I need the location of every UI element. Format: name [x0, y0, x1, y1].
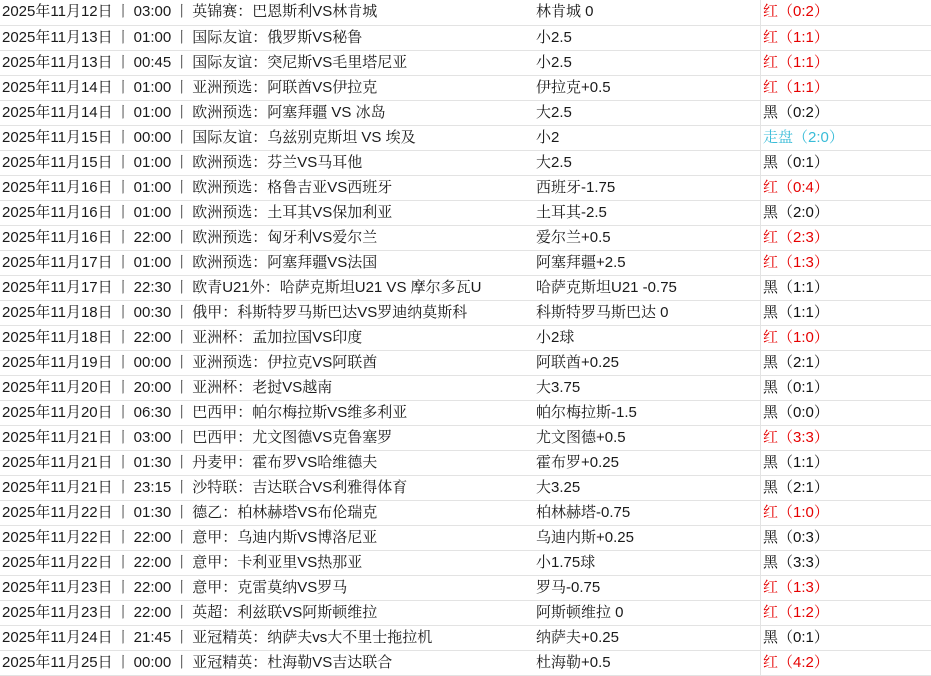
result-cell	[761, 275, 931, 300]
field-separator: 丨	[113, 379, 134, 396]
match-date: 2025年11月20日	[2, 404, 113, 421]
league-name: 欧洲预选：	[192, 104, 267, 121]
match-info-cell	[0, 100, 534, 125]
pick-cell: 爱尔兰+0.5	[534, 225, 761, 250]
pick-cell: 小1.75球	[534, 550, 761, 575]
league-name: 巴西甲：	[192, 429, 252, 446]
field-separator: 丨	[171, 379, 192, 396]
result-badge: 红（1:0）	[763, 504, 829, 521]
match-info-cell	[0, 325, 534, 350]
match-teams: 尤文图德VS克鲁塞罗	[252, 429, 392, 446]
match-date: 2025年11月24日	[2, 629, 113, 646]
table-row[interactable]	[0, 475, 931, 500]
match-info-cell	[0, 450, 534, 475]
league-name: 国际友谊：	[192, 129, 267, 146]
field-separator: 丨	[113, 504, 134, 521]
table-row[interactable]	[0, 425, 931, 450]
match-teams: 杜海勒VS吉达联合	[267, 654, 392, 671]
league-name: 亚冠精英：	[192, 629, 267, 646]
match-date: 2025年11月25日	[2, 654, 113, 671]
field-separator: 丨	[113, 129, 134, 146]
result-cell	[761, 425, 931, 450]
league-name: 国际友谊：	[192, 29, 267, 46]
league-name: 亚洲预选：	[192, 79, 267, 96]
match-time: 00:30	[134, 304, 172, 321]
match-date: 2025年11月14日	[2, 104, 113, 121]
league-name: 国际友谊：	[192, 54, 267, 71]
result-cell	[761, 475, 931, 500]
result-badge: 黑（0:1）	[763, 379, 829, 396]
league-name: 德乙：	[192, 504, 237, 521]
match-info-cell	[0, 200, 534, 225]
league-name: 亚洲预选：	[192, 354, 267, 371]
league-name: 亚洲杯：	[192, 329, 252, 346]
result-cell	[761, 300, 931, 325]
pick-cell: 大2.5	[534, 100, 761, 125]
match-date: 2025年11月22日	[2, 504, 113, 521]
field-separator: 丨	[171, 179, 192, 196]
pick-cell: 土耳其-2.5	[534, 200, 761, 225]
match-date: 2025年11月21日	[2, 454, 113, 471]
field-separator: 丨	[171, 154, 192, 171]
result-badge: 红（1:1）	[763, 29, 829, 46]
result-badge: 黑（2:1）	[763, 354, 829, 371]
match-time: 01:00	[134, 29, 172, 46]
match-info-cell	[0, 225, 534, 250]
match-time: 03:00	[134, 429, 172, 446]
match-date: 2025年11月22日	[2, 529, 113, 546]
result-badge: 红（0:2）	[763, 3, 829, 20]
field-separator: 丨	[113, 354, 134, 371]
match-time: 00:00	[134, 354, 172, 371]
pick-cell: 伊拉克+0.5	[534, 75, 761, 100]
result-badge: 红（0:4）	[763, 179, 829, 196]
match-teams: 老挝VS越南	[252, 379, 332, 396]
league-name: 欧洲预选：	[192, 204, 267, 221]
match-teams: 阿联酋VS伊拉克	[267, 79, 377, 96]
table-row[interactable]	[0, 0, 931, 25]
match-time: 00:00	[134, 129, 172, 146]
field-separator: 丨	[171, 279, 192, 296]
match-teams: 帕尔梅拉斯VS维多利亚	[252, 404, 407, 421]
match-date: 2025年11月18日	[2, 329, 113, 346]
match-date: 2025年11月13日	[2, 54, 113, 71]
field-separator: 丨	[171, 54, 192, 71]
field-separator: 丨	[113, 254, 134, 271]
match-teams: 土耳其VS保加利亚	[267, 204, 392, 221]
result-badge: 黑（0:2）	[763, 104, 829, 121]
match-date: 2025年11月21日	[2, 429, 113, 446]
result-badge: 红（3:3）	[763, 429, 829, 446]
table-row[interactable]	[0, 75, 931, 100]
pick-cell: 阿塞拜疆+2.5	[534, 250, 761, 275]
pick-cell: 杜海勒+0.5	[534, 650, 761, 675]
result-cell	[761, 125, 931, 150]
result-badge: 黑（0:3）	[763, 529, 829, 546]
league-name: 英锦赛：	[192, 3, 252, 20]
match-info-cell	[0, 350, 534, 375]
result-badge: 红（2:3）	[763, 229, 829, 246]
match-time: 00:45	[134, 54, 172, 71]
field-separator: 丨	[113, 179, 134, 196]
table-row[interactable]	[0, 175, 931, 200]
match-date: 2025年11月17日	[2, 254, 113, 271]
field-separator: 丨	[171, 404, 192, 421]
result-cell	[761, 50, 931, 75]
pick-cell: 帕尔梅拉斯-1.5	[534, 400, 761, 425]
table-row[interactable]	[0, 400, 931, 425]
match-teams: 哈萨克斯坦U21 VS 摩尔多瓦U	[280, 279, 482, 296]
result-cell	[761, 325, 931, 350]
match-date: 2025年11月12日	[2, 3, 113, 20]
match-time: 22:00	[134, 579, 172, 596]
match-time: 01:30	[134, 454, 172, 471]
field-separator: 丨	[171, 454, 192, 471]
field-separator: 丨	[171, 579, 192, 596]
field-separator: 丨	[171, 354, 192, 371]
pick-cell: 尤文图德+0.5	[534, 425, 761, 450]
result-badge: 走盘（2:0）	[763, 129, 844, 146]
result-badge: 黑（3:3）	[763, 554, 829, 571]
match-info-cell	[0, 375, 534, 400]
pick-cell: 大2.5	[534, 150, 761, 175]
match-teams: 霍布罗VS哈维德夫	[252, 454, 377, 471]
match-date: 2025年11月18日	[2, 304, 113, 321]
field-separator: 丨	[113, 79, 134, 96]
match-teams: 阿塞拜疆VS法国	[267, 254, 377, 271]
field-separator: 丨	[171, 629, 192, 646]
match-info-cell	[0, 175, 534, 200]
result-cell	[761, 250, 931, 275]
match-info-cell	[0, 650, 534, 675]
match-time: 21:45	[134, 629, 172, 646]
league-name: 欧青U21外：	[192, 279, 280, 296]
match-teams: 柏林赫塔VS布伦瑞克	[237, 504, 377, 521]
result-badge: 黑（0:1）	[763, 154, 829, 171]
result-cell	[761, 575, 931, 600]
match-info-cell	[0, 425, 534, 450]
league-name: 丹麦甲：	[192, 454, 252, 471]
result-cell	[761, 450, 931, 475]
field-separator: 丨	[113, 54, 134, 71]
match-teams: 纳萨夫vs大不里士拖拉机	[267, 629, 432, 646]
match-info-cell	[0, 25, 534, 50]
field-separator: 丨	[113, 579, 134, 596]
pick-cell: 霍布罗+0.25	[534, 450, 761, 475]
match-date: 2025年11月23日	[2, 579, 113, 596]
match-date: 2025年11月23日	[2, 604, 113, 621]
field-separator: 丨	[113, 29, 134, 46]
league-name: 意甲：	[192, 554, 237, 571]
match-date: 2025年11月16日	[2, 229, 113, 246]
match-teams: 匈牙利VS爱尔兰	[267, 229, 377, 246]
field-separator: 丨	[171, 304, 192, 321]
league-name: 亚冠精英：	[192, 654, 267, 671]
field-separator: 丨	[171, 604, 192, 621]
pick-cell: 阿斯顿维拉 0	[534, 600, 761, 625]
field-separator: 丨	[171, 329, 192, 346]
table-row[interactable]	[0, 225, 931, 250]
table-row[interactable]	[0, 300, 931, 325]
match-date: 2025年11月16日	[2, 179, 113, 196]
league-name: 亚洲杯：	[192, 379, 252, 396]
pick-cell: 罗马-0.75	[534, 575, 761, 600]
match-teams: 卡利亚里VS热那亚	[237, 554, 362, 571]
pick-cell: 哈萨克斯坦U21 -0.75	[534, 275, 761, 300]
match-teams: 阿塞拜疆 VS 冰岛	[267, 104, 385, 121]
match-info-cell	[0, 0, 534, 25]
result-badge: 红（1:3）	[763, 254, 829, 271]
match-info-cell	[0, 125, 534, 150]
result-badge: 红（1:1）	[763, 54, 829, 71]
match-time: 20:00	[134, 379, 172, 396]
match-teams: 芬兰VS马耳他	[267, 154, 362, 171]
result-cell	[761, 600, 931, 625]
match-date: 2025年11月14日	[2, 79, 113, 96]
match-time: 01:00	[134, 104, 172, 121]
field-separator: 丨	[171, 429, 192, 446]
result-cell	[761, 150, 931, 175]
table-row[interactable]	[0, 575, 931, 600]
match-teams: 孟加拉国VS印度	[252, 329, 362, 346]
match-date: 2025年11月22日	[2, 554, 113, 571]
field-separator: 丨	[113, 429, 134, 446]
match-time: 01:00	[134, 254, 172, 271]
league-name: 欧洲预选：	[192, 179, 267, 196]
result-badge: 黑（0:1）	[763, 629, 829, 646]
pick-cell: 阿联酋+0.25	[534, 350, 761, 375]
pick-cell: 纳萨夫+0.25	[534, 625, 761, 650]
field-separator: 丨	[171, 529, 192, 546]
match-info-cell	[0, 550, 534, 575]
table-row[interactable]	[0, 250, 931, 275]
league-name: 巴西甲：	[192, 404, 252, 421]
result-cell	[761, 625, 931, 650]
match-date: 2025年11月20日	[2, 379, 113, 396]
pick-cell: 小2.5	[534, 50, 761, 75]
result-badge: 黑（2:1）	[763, 479, 829, 496]
field-separator: 丨	[113, 529, 134, 546]
match-teams: 克雷莫纳VS罗马	[237, 579, 347, 596]
match-teams: 俄罗斯VS秘鲁	[267, 29, 362, 46]
pick-cell: 科斯特罗马斯巴达 0	[534, 300, 761, 325]
match-time: 23:15	[134, 479, 172, 496]
match-info-cell	[0, 475, 534, 500]
match-teams: 科斯特罗马斯巴达VS罗迪纳莫斯科	[237, 304, 467, 321]
match-time: 01:00	[134, 179, 172, 196]
match-time: 22:30	[134, 279, 172, 296]
field-separator: 丨	[113, 404, 134, 421]
field-separator: 丨	[113, 154, 134, 171]
field-separator: 丨	[113, 3, 134, 20]
match-time: 03:00	[134, 3, 172, 20]
field-separator: 丨	[171, 3, 192, 20]
match-time: 22:00	[134, 529, 172, 546]
table-row[interactable]	[0, 550, 931, 575]
table-row[interactable]	[0, 525, 931, 550]
result-cell	[761, 200, 931, 225]
table-row[interactable]	[0, 625, 931, 650]
match-info-cell	[0, 150, 534, 175]
match-time: 01:00	[134, 204, 172, 221]
result-badge: 红（1:1）	[763, 79, 829, 96]
result-badge: 红（4:2）	[763, 654, 829, 671]
league-name: 欧洲预选：	[192, 229, 267, 246]
field-separator: 丨	[113, 479, 134, 496]
pick-cell: 林肯城 0	[534, 0, 761, 25]
field-separator: 丨	[113, 454, 134, 471]
pick-cell: 乌迪内斯+0.25	[534, 525, 761, 550]
match-info-cell	[0, 500, 534, 525]
field-separator: 丨	[171, 479, 192, 496]
field-separator: 丨	[113, 104, 134, 121]
result-badge: 黑（1:1）	[763, 304, 829, 321]
result-cell	[761, 500, 931, 525]
match-teams: 乌兹别克斯坦 VS 埃及	[267, 129, 415, 146]
field-separator: 丨	[113, 329, 134, 346]
pick-cell: 柏林赫塔-0.75	[534, 500, 761, 525]
table-row[interactable]	[0, 600, 931, 625]
pick-cell: 小2.5	[534, 25, 761, 50]
result-cell	[761, 25, 931, 50]
field-separator: 丨	[113, 554, 134, 571]
match-time: 22:00	[134, 229, 172, 246]
result-cell	[761, 525, 931, 550]
table-row[interactable]	[0, 25, 931, 50]
league-name: 欧洲预选：	[192, 254, 267, 271]
field-separator: 丨	[113, 279, 134, 296]
result-cell	[761, 100, 931, 125]
match-info-cell	[0, 275, 534, 300]
match-teams: 伊拉克VS阿联酋	[267, 354, 377, 371]
table-row[interactable]	[0, 325, 931, 350]
field-separator: 丨	[171, 79, 192, 96]
match-date: 2025年11月16日	[2, 204, 113, 221]
match-info-cell	[0, 575, 534, 600]
match-teams: 格鲁吉亚VS西班牙	[267, 179, 392, 196]
league-name: 俄甲：	[192, 304, 237, 321]
result-badge: 黑（2:0）	[763, 204, 829, 221]
result-badge: 黑（0:0）	[763, 404, 829, 421]
match-time: 00:00	[134, 654, 172, 671]
match-date: 2025年11月19日	[2, 354, 113, 371]
match-time: 01:00	[134, 154, 172, 171]
match-info-cell	[0, 625, 534, 650]
field-separator: 丨	[171, 504, 192, 521]
field-separator: 丨	[113, 204, 134, 221]
match-info-cell	[0, 250, 534, 275]
table-row[interactable]	[0, 50, 931, 75]
match-date: 2025年11月15日	[2, 154, 113, 171]
result-cell	[761, 350, 931, 375]
match-teams: 巴恩斯利VS林肯城	[252, 3, 377, 20]
result-cell	[761, 175, 931, 200]
match-date: 2025年11月17日	[2, 279, 113, 296]
match-time: 01:30	[134, 504, 172, 521]
result-cell	[761, 225, 931, 250]
field-separator: 丨	[171, 104, 192, 121]
table-row[interactable]	[0, 450, 931, 475]
field-separator: 丨	[113, 629, 134, 646]
table-row[interactable]	[0, 275, 931, 300]
pick-cell: 大3.25	[534, 475, 761, 500]
field-separator: 丨	[171, 129, 192, 146]
table-row[interactable]	[0, 350, 931, 375]
table-row[interactable]	[0, 150, 931, 175]
match-time: 06:30	[134, 404, 172, 421]
field-separator: 丨	[171, 554, 192, 571]
match-date: 2025年11月15日	[2, 129, 113, 146]
table-row[interactable]	[0, 650, 931, 675]
field-separator: 丨	[171, 229, 192, 246]
table-row[interactable]	[0, 375, 931, 400]
result-badge: 红（1:3）	[763, 579, 829, 596]
result-badge: 红（1:0）	[763, 329, 829, 346]
field-separator: 丨	[113, 229, 134, 246]
result-cell	[761, 0, 931, 25]
field-separator: 丨	[113, 654, 134, 671]
match-time: 22:00	[134, 329, 172, 346]
match-time: 22:00	[134, 554, 172, 571]
result-badge: 黑（1:1）	[763, 279, 829, 296]
pick-cell: 小2	[534, 125, 761, 150]
result-cell	[761, 400, 931, 425]
result-cell	[761, 75, 931, 100]
match-date: 2025年11月13日	[2, 29, 113, 46]
match-teams: 利兹联VS阿斯顿维拉	[237, 604, 377, 621]
result-badge: 黑（1:1）	[763, 454, 829, 471]
table-row[interactable]	[0, 125, 931, 150]
match-info-cell	[0, 600, 534, 625]
result-cell	[761, 375, 931, 400]
league-name: 意甲：	[192, 529, 237, 546]
result-cell	[761, 650, 931, 675]
field-separator: 丨	[171, 654, 192, 671]
field-separator: 丨	[171, 254, 192, 271]
pick-cell: 小2球	[534, 325, 761, 350]
league-name: 英超：	[192, 604, 237, 621]
table-row[interactable]	[0, 500, 931, 525]
match-info-cell	[0, 50, 534, 75]
table-row[interactable]	[0, 200, 931, 225]
pick-cell: 大3.75	[534, 375, 761, 400]
match-info-cell	[0, 400, 534, 425]
pick-cell: 西班牙-1.75	[534, 175, 761, 200]
field-separator: 丨	[113, 304, 134, 321]
league-name: 意甲：	[192, 579, 237, 596]
league-name: 欧洲预选：	[192, 154, 267, 171]
match-time: 01:00	[134, 79, 172, 96]
table-row[interactable]	[0, 100, 931, 125]
match-date: 2025年11月21日	[2, 479, 113, 496]
match-info-cell	[0, 75, 534, 100]
match-time: 22:00	[134, 604, 172, 621]
match-teams: 乌迪内斯VS博洛尼亚	[237, 529, 377, 546]
field-separator: 丨	[171, 29, 192, 46]
match-info-cell	[0, 300, 534, 325]
match-teams: 吉达联合VS利雅得体育	[252, 479, 407, 496]
field-separator: 丨	[171, 204, 192, 221]
match-info-cell	[0, 525, 534, 550]
match-teams: 突尼斯VS毛里塔尼亚	[267, 54, 407, 71]
field-separator: 丨	[113, 604, 134, 621]
result-badge: 红（1:2）	[763, 604, 829, 621]
league-name: 沙特联：	[192, 479, 252, 496]
result-cell	[761, 550, 931, 575]
